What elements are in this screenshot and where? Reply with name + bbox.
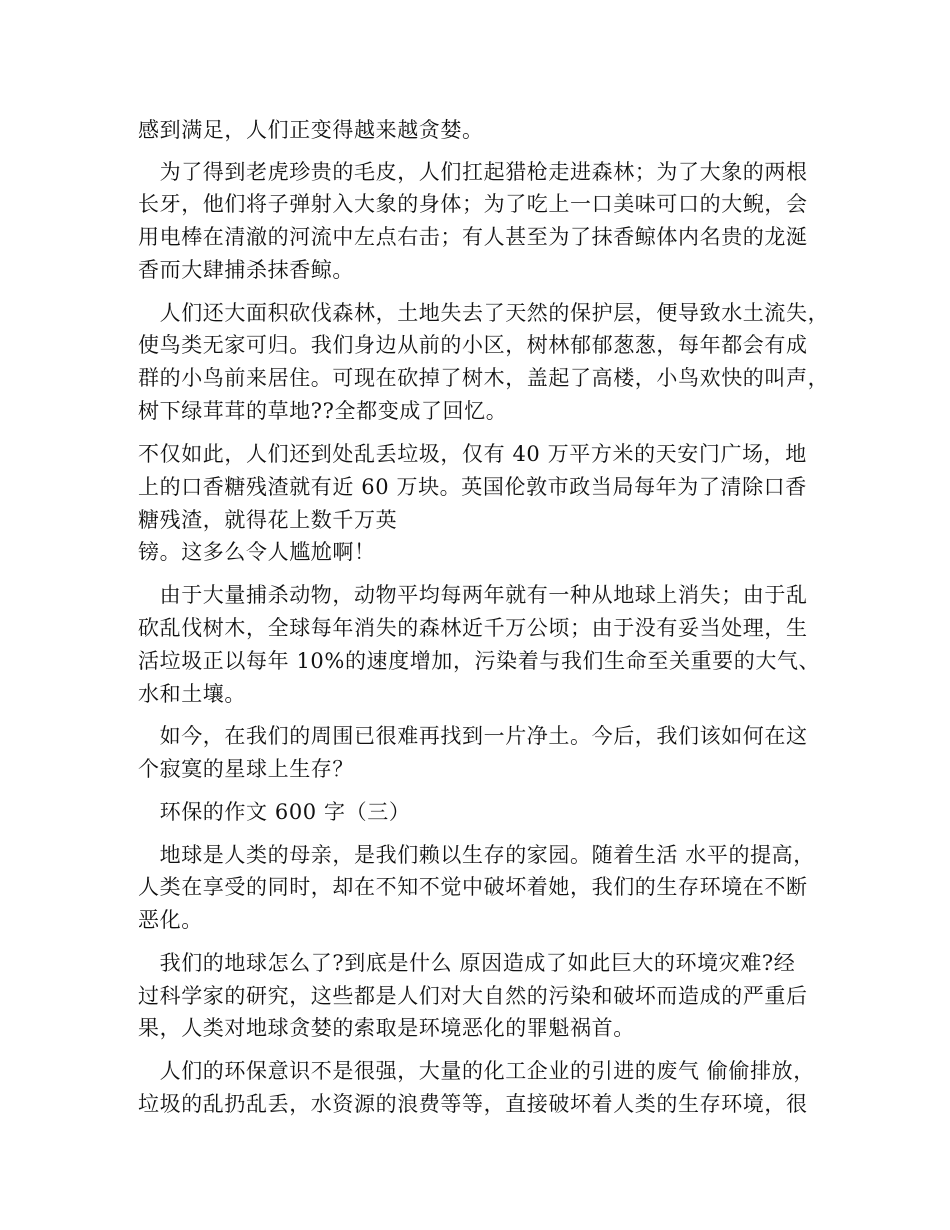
text-line: 我们的地球怎么了?到底是什么 原因造成了如此巨大的环境灾难?经 (138, 951, 796, 975)
text-line: 感到满足，人们正变得越来越贪婪。 (138, 118, 484, 142)
text-line: 垃圾的乱扔乱丢，水资源的浪费等等，直接破坏着人类的生存环境，很 (138, 1092, 808, 1116)
text-line: 香而大肆捕杀抹香鲸。 (138, 258, 354, 282)
text-line: 地球是人类的母亲，是我们赖以生存的家园。随着生活 水平的提高， (138, 843, 815, 867)
text-line: 树下绿茸茸的草地??全都变成了回忆。 (138, 399, 508, 423)
text-line: 水和土壤。 (138, 682, 246, 706)
text-line: 过科学家的研究，这些都是人们对大自然的污染和破坏而造成的严重后 (138, 984, 808, 1008)
text-line: 为了得到老虎珍贵的毛皮，人们扛起猎枪走进森林；为了大象的两根 (138, 160, 808, 184)
text-line: 恶化。 (138, 908, 203, 932)
text-line: 人们还大面积砍伐森林，土地失去了天然的保护层，便导致水土流失， (138, 301, 830, 325)
text-line: 用电棒在清澈的河流中左点右击；有人甚至为了抹香鲸体内名贵的龙涎 (138, 225, 808, 249)
text-line: 糖残渣，就得花上数千万英 (138, 508, 398, 532)
text-line: 个寂寞的星球上生存？ (138, 757, 354, 781)
text-line: 长牙，他们将子弹射入大象的身体；为了吃上一口美味可口的大鲵，会 (138, 192, 808, 216)
text-line: 镑。这多么令人尴尬啊！ (138, 540, 376, 564)
text-line: 上的口香糖残渣就有近 60 万块。英国伦敦市政当局每年为了清除口香 (138, 475, 807, 499)
text-line: 砍乱伐树木，全球每年消失的森林近千万公顷；由于没有妥当处理，生 (138, 616, 808, 640)
section-heading: 环保的作文 600 字（三） (138, 800, 411, 824)
text-line: 果，人类对地球贪婪的索取是环境恶化的罪魁祸首。 (138, 1016, 635, 1040)
text-line: 群的小鸟前来居住。可现在砍掉了树木，盖起了高楼，小鸟欢快的叫声， (138, 366, 830, 390)
text-line: 不仅如此，人们还到处乱丢垃圾，仅有 40 万平方米的天安门广场，地 (138, 442, 807, 466)
text-line: 如今，在我们的周围已很难再找到一片净土。今后，我们该如何在这 (138, 724, 808, 748)
text-line: 活垃圾正以每年 10%的速度增加，污染着与我们生命至关重要的大气、 (138, 649, 821, 673)
text-line: 使鸟类无家可归。我们身边从前的小区，树林郁郁葱葱，每年都会有成 (138, 333, 808, 357)
text-line: 由于大量捕杀动物，动物平均每两年就有一种从地球上消失；由于乱 (138, 583, 808, 607)
text-line: 人们的环保意识不是很强，大量的化工企业的引进的废气 偷偷排放， (138, 1059, 815, 1083)
text-line: 人类在享受的同时，却在不知不觉中破坏着她，我们的生存环境在不断 (138, 875, 808, 899)
